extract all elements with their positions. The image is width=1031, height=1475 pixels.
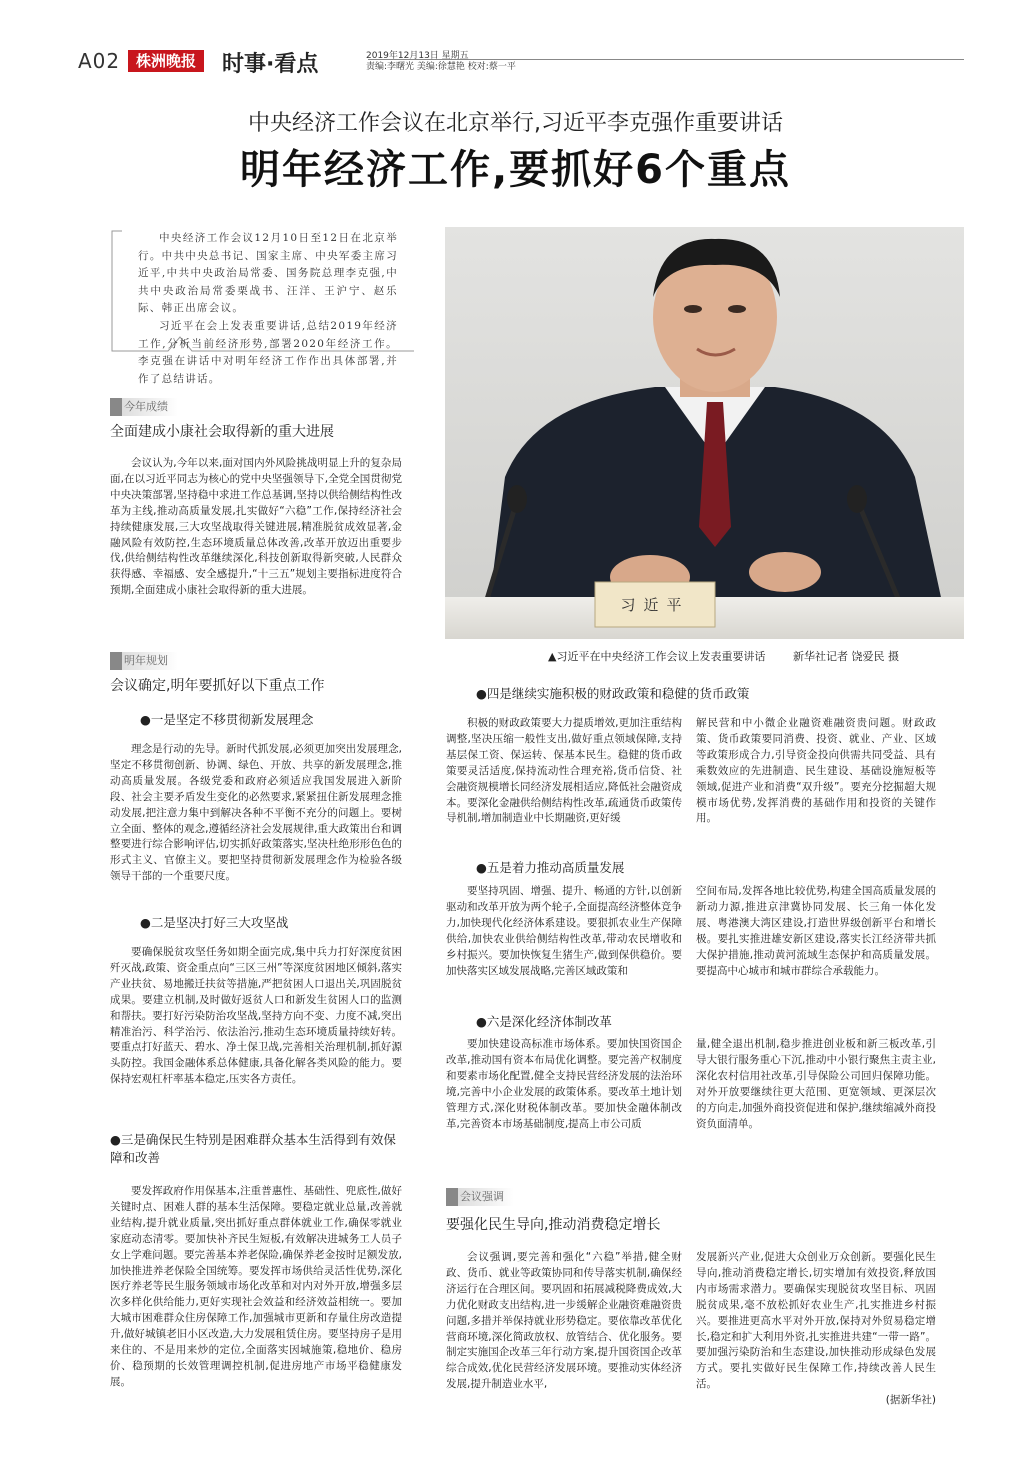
point-6-body-right: [696, 1037, 936, 1132]
section-tag-emphasis: 会议强调: [446, 1188, 514, 1206]
point-5-text-b: 空间布局,发挥各地比较优势,构建全国高质量发展的新动力源,推进京津冀协同发展、长三角一体化发展、粤港澳大湾区建设,打造世界级创新平台和增长极。要扎实推进雄安新区建设,落实长江经济带共抓大保护措施,推动黄河流域生态保护和高质量发展。要提高中心城市和城市群综合承载能力。: [696, 885, 936, 977]
point-3-heading: ●三是确保民生特别是困难群众基本生活得到有效保障和改善: [110, 1132, 396, 1165]
lead-text-2: 习近平在会上发表重要讲话,总结2019年经济工作,分析当前经济形势,部署2020年经济工作。李克强在讲话中对明年经济工作作出具体部署,并作了总结讲话。: [138, 319, 398, 385]
emphasis-text-a: 会议强调,要完善和强化“六稳”举措,健全财政、货币、就业等政策协同和传导落实机制,确保经济运行在合理区间。要巩固和拓展减税降费成效,大力优化财政支出结构,进一步缓解企业融资难融资贵问题,多措并举保持就业形势稳定。要依靠改革优化营商环境,深化简政放权、放管结合、优化服务。要制定实施国企改革三年行动方案,提升国资国企改革综合成效,优化民营经济发展环境。要推动实体经济发展,提升制造业水平,: [446, 1251, 682, 1391]
point-4-body-right: [696, 716, 936, 827]
point-6-body-left: [446, 1037, 682, 1132]
sub-headline: 中央经济工作会议在北京举行,习近平李克强作重要讲话: [248, 111, 783, 136]
main-headline: 明年经济工作,要抓好6个重点: [239, 147, 792, 193]
point-4-heading: ●四是继续实施积极的财政政策和稳健的货币政策: [476, 686, 750, 701]
point-1-heading: ●一是坚定不移贯彻新发展理念: [140, 712, 314, 727]
section-title: 时事·看点: [222, 52, 319, 77]
achievements-text: 会议认为,今年以来,面对国内外风险挑战明显上升的复杂局面,在以习近平同志为核心的党中央坚强领导下,全党全国贯彻党中央决策部署,坚持稳中求进工作总基调,坚持以供给侧结构性改革为主线,推动高质量发展,扎实做好“六稳”工作,保持经济社会持续健康发展,三大攻坚战取得关键进展,精准脱贫成效显著,金融风险有效防控,生态环境质量总体改善,改革开放迈出重要步伐,供给侧结构性改革继续深化,科技创新取得新突破,人民群众获得感、幸福感、安全感提升,“十三五”规划主要指标进度符合预期,全面建成小康社会取得新的重大进展。: [110, 457, 402, 597]
point-5-body-left: [446, 884, 682, 979]
masthead-rule: [368, 59, 964, 60]
news-photo: [445, 227, 964, 639]
photo-illustration: [445, 227, 964, 639]
photo-credit: 新华社记者 饶爱民 摄: [792, 650, 899, 663]
lead-text-1: 中央经济工作会议12月10日至12日在北京举行。中共中央总书记、国家主席、中央军委主席习近平,中共中央政治局常委、国务院总理李克强,中共中央政治局常委栗战书、汪洋、王沪宁、赵乐际、韩正出席会议。: [138, 232, 398, 315]
point-2-body: [110, 945, 402, 1088]
point-2-text: 要确保脱贫攻坚任务如期全面完成,集中兵力打好深度贫困歼灭战,政策、资金重点向“三区三州”等深度贫困地区倾斜,落实产业扶贫、易地搬迁扶贫等措施,严把贫困人口退出关,巩固脱贫成果。要建立机制,及时做好返贫人口和新发生贫困人口的监测和帮扶。要打好污染防治攻坚战,坚持方向不变、力度不减,突出精准治污、科学治污、依法治污,推动生态环境质量持续好转。要重点打好蓝天、碧水、净土保卫战,完善相关治理机制,抓好源头防控。我国金融体系总体健康,具备化解各类风险的能力。要保持宏观杠杆率基本稳定,压实各方责任。: [110, 946, 402, 1086]
dateline: [366, 51, 516, 73]
section-title-emphasis: 要强化民生导向,推动消费稳定增长: [446, 1217, 661, 1233]
point-1-text: 理念是行动的先导。新时代抓发展,必须更加突出发展理念,坚定不移贯彻创新、协调、绿色、开放、共享的新发展理念,推动高质量发展。各级党委和政府必须适应我国发展进入新阶段、社会主要矛盾发生变化的必然要求,紧紧扭住新发展理念推动发展,把注意力集中到解决各种不平衡不充分的问题上。要树立全面、整体的观念,遵循经济社会发展规律,重大政策出台和调整要进行综合影响评估,切实抓好政策落实,坚决杜绝形形色色的形式主义、官僚主义。要把坚持贯彻新发展理念作为检验各级领导干部的一个重要尺度。: [110, 743, 402, 883]
caption-text: ▲习近平在中央经济工作会议上发表重要讲话: [548, 650, 766, 663]
point-3-text: 要发挥政府作用保基本,注重普惠性、基础性、兜底性,做好关键时点、困难人群的基本生活保障。要稳定就业总量,改善就业结构,提升就业质量,突出抓好重点群体就业工作,确保零就业家庭动态清零。要加快补齐民生短板,有效解决进城务工人员子女上学难问题。要完善基本养老保险,确保养老金按时足额发放,加快推进养老保险全国统筹。要发挥市场供给灵活性优势,深化医疗养老等民生服务领域市场化改革和对内对外开放,增强多层次多样化供给能力,更好实现社会效益和经济效益相统一。要加大城市困难群众住房保障工作,加强城市更新和存量住房改造提升,做好城镇老旧小区改造,大力发展租赁住房。要坚持房子是用来住的、不是用来炒的定位,全面落实因城施策,稳地价、稳房价、稳预期的长效管理调控机制,促进房地产市场平稳健康发展。: [110, 1185, 402, 1388]
point-5-body-right: [696, 884, 936, 979]
point-4-text-a: 积极的财政政策要大力提质增效,更加注重结构调整,坚决压缩一般性支出,做好重点领域保障,支持基层保工资、保运转、保基本民生。稳健的货币政策要灵活适度,保持流动性合理充裕,货币信贷、社会融资规模增长同经济发展相适应,降低社会融资成本。要深化金融供给侧结构性改革,疏通货币政策传导机制,增加制造业中长期融资,更好缓: [446, 717, 682, 825]
point-6-text-a: 要加快建设高标准市场体系。要加快国资国企改革,推动国有资本布局优化调整。要完善产权制度和要素市场化配置,健全支持民营经济发展的法治环境,完善中小企业发展的政策体系。要改革土地计划管理方式,深化财税体制改革。要加快金融体制改革,完善资本市场基础制度,提高上市公司质: [446, 1038, 682, 1130]
point-5-text-a: 要坚持巩固、增强、提升、畅通的方针,以创新驱动和改革开放为两个轮子,全面提高经济整体竞争力,加快现代化经济体系建设。要狠抓农业生产保障供给,加快农业供给侧结构性改革,带动农民增收和乡村振兴。要加快恢复生猪生产,做到保供稳价。要加快落实区域发展战略,完善区域政策和: [446, 885, 682, 977]
point-2-heading: ●二是坚决打好三大攻坚战: [140, 915, 289, 930]
lead-paragraph: [138, 230, 398, 388]
nameplate-text: 习近平: [620, 596, 690, 614]
point-4-body-left: [446, 716, 682, 827]
point-5-heading: ●五是着力推动高质量发展: [476, 860, 625, 875]
section-tag-achievements: 今年成绩: [110, 398, 178, 416]
section-title-achievements: 全面建成小康社会取得新的重大进展: [110, 424, 334, 440]
section-tag-plans: 明年规划: [110, 652, 178, 670]
point-1-body: [110, 742, 402, 885]
newspaper-logo: 株洲晚报: [128, 50, 204, 72]
point-6-text-b: 量,健全退出机制,稳步推进创业板和新三板改革,引导大银行服务重心下沉,推动中小银行聚焦主责主业,深化农村信用社改革,引导保险公司回归保障功能。对外开放要继续往更大范围、更宽领域、更深层次的方向走,加强外商投资促进和保护,继续缩减外商投资负面清单。: [696, 1038, 936, 1130]
emphasis-body-left: [446, 1250, 682, 1393]
point-3-body: [110, 1184, 402, 1391]
section-title-plans: 会议确定,明年要抓好以下重点工作: [110, 678, 325, 694]
source-credit: (据新华社): [885, 1394, 936, 1407]
point-4-text-b: 解民营和中小微企业融资难融资贵问题。财政政策、货币政策要同消费、投资、就业、产业、区域等政策形成合力,引导资金投向供需共同受益、具有乘数效应的先进制造、民生建设、基础设施短板等领域,促进产业和消费“双升级”。要充分挖掘超大规模市场优势,发挥消费的基础作用和投资的关键作用。: [696, 717, 936, 825]
issue-date: 2019年12月13日 星期五: [366, 51, 469, 61]
emphasis-text-b: 发展新兴产业,促进大众创业万众创新。要强化民生导向,推动消费稳定增长,切实增加有效投资,释放国内市场需求潜力。要确保实现脱贫攻坚目标、巩固脱贫成果,毫不放松抓好农业生产,扎实推进乡村振兴。要推进更高水平对外开放,保持对外贸易稳定增长,稳定和扩大利用外资,扎实推进共建“一带一路”。要加强污染防治和生态建设,加快推动形成绿色发展方式。要扎实做好民生保障工作,持续改善人民生活。: [696, 1251, 936, 1391]
emphasis-body-right: [696, 1250, 936, 1409]
page-number: A02: [78, 49, 121, 73]
achievements-body: [110, 456, 402, 599]
editor-credits: 责编:李曙光 美编:徐慧艳 校对:蔡一平: [366, 62, 516, 72]
photo-caption: [548, 648, 899, 664]
point-6-heading: ●六是深化经济体制改革: [476, 1014, 612, 1029]
